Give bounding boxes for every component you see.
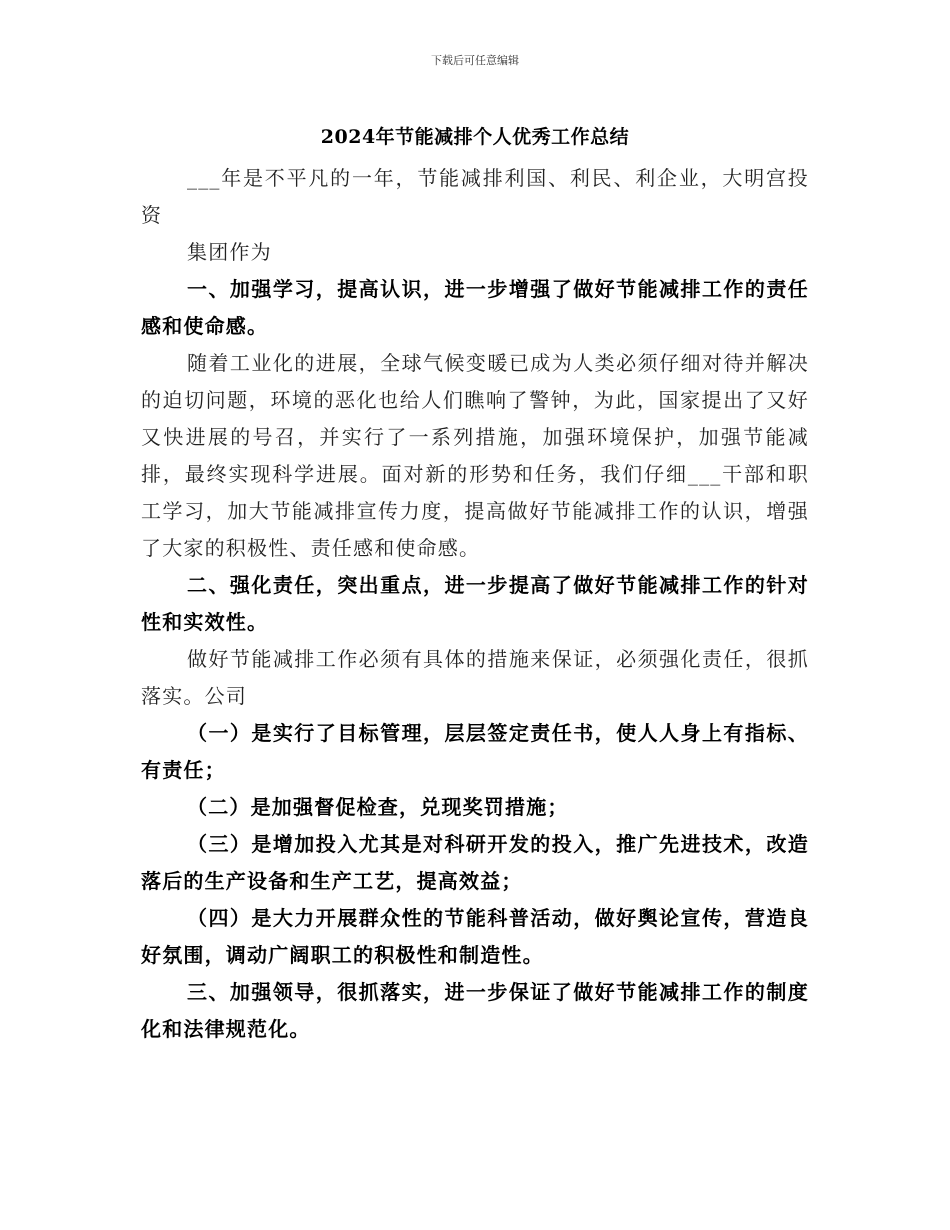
- measure-item-4: （四）是大力开展群众性的节能科普活动，做好舆论宣传，营造良好氛围，调动广阔职工的积极性和制造性。: [141, 906, 809, 967]
- measure-item-2: （二）是加强督促检查，兑现奖罚措施；: [187, 795, 569, 819]
- section-heading-1: 一、加强学习，提高认识，进一步增强了做好节能减排工作的责任感和使命感。: [141, 277, 809, 338]
- paragraph-group-role: 集团作为: [187, 240, 272, 264]
- section-heading-2: 二、强化责任，突出重点，进一步提高了做好节能减排工作的针对性和实效性。: [141, 573, 809, 634]
- document-title: 2024年节能减排个人优秀工作总结: [320, 126, 630, 148]
- measure-item-1: （一）是实行了目标管理，层层签定责任书，使人人身上有指标、有责任；: [141, 721, 809, 782]
- measure-item-3: （三）是增加投入尤其是对科研开发的投入，推广先进技术，改造落后的生产设备和生产工艺，提高效益；: [141, 832, 809, 893]
- paragraph-intro: ___年是不平凡的一年，节能减排利国、利民、利企业，大明宫投资: [141, 166, 809, 227]
- paragraph-section-1: 随着工业化的进展，全球气候变暖已成为人类必须仔细对待并解决的迫切问题，环境的恶化也给人们瞧响了警钟，为此，国家提出了又好又快进展的号召，并实行了一系列措施，加强环境保护，加强节能减排，最终实现科学进展。面对新的形势和任务，我们仔细___干部和职工学习，加大节能减排宣传力度，提高做好节能减排工作的认识，增强了大家的积极性、责任感和使命感。: [141, 351, 809, 560]
- paragraph-section-2: 做好节能减排工作必须有具体的措施来保证，必须强化责任，很抓落实。公司: [141, 647, 809, 708]
- page-header: 下载后可任意编辑: [431, 54, 519, 67]
- document-body: [141, 160, 809, 1048]
- section-heading-3: 三、加强领导，很抓落实，进一步保证了做好节能减排工作的制度化和法律规范化。: [141, 980, 809, 1041]
